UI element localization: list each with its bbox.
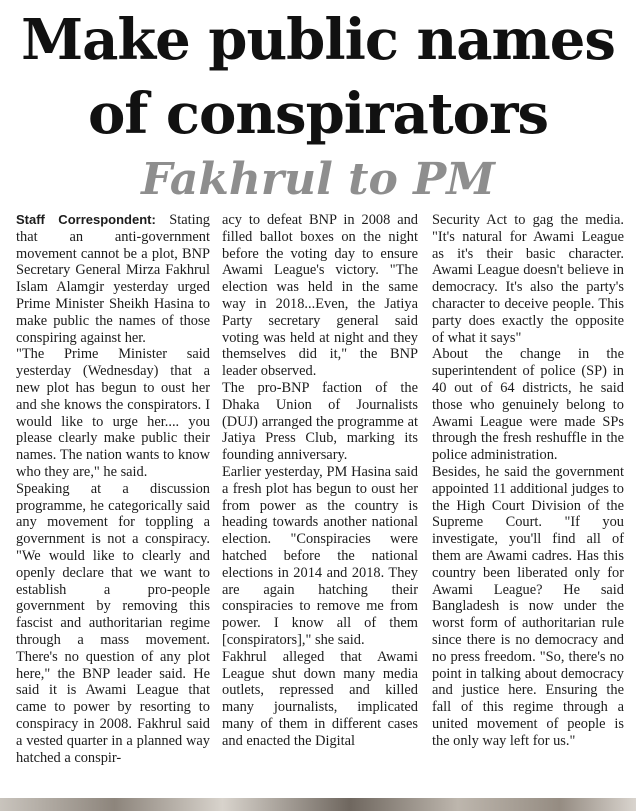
article-column-1 [16, 212, 210, 766]
subheadline: Fakhrul to PM [141, 154, 495, 205]
article-column-2 [222, 212, 418, 750]
byline: Staff Correspondent: [16, 212, 156, 227]
headline-line-2: of conspirators [87, 81, 549, 147]
photo-strip [0, 798, 636, 811]
paragraph: Security Act to gag the media. "It's natural for Awami League as it's their basic character. Awami League doesn't believe in democracy. It's also the party's character to deceive people. This party does exactly the opposite of what it says" [432, 212, 624, 346]
paragraph: acy to defeat BNP in 2008 and filled ballot boxes on the night before the voting day to ensure Awami League's victory. "The election was held in the same way in 2018...Even, the Jatiya Party secretary general said voting was held at night and they themselves did it," the BNP leader observed. [222, 212, 418, 380]
paragraph: The pro-BNP faction of the Dhaka Union of Journalists (DUJ) arranged the programme at Jatiya Press Club, marking its founding anniversary. [222, 379, 418, 464]
paragraph: Earlier yesterday, PM Hasina said a fresh plot has begun to oust her from power as the country is heading towards another national election. "Conspiracies were hatched before the national elections in 2014 and 2018. They are again hatching their conspiracies to remove me from power. I know all of them [conspirators]," she said. [222, 463, 418, 648]
paragraph-text: Stating that an anti-government movement cannot be a plot, BNP Secretary General Mirza Fakhrul Islam Alamgir yesterday urged Prime Minister Sheikh Hasina to make public the names of those conspiring against her. [16, 212, 210, 346]
paragraph [16, 212, 210, 346]
paragraph: "The Prime Minister said yesterday (Wednesday) that a new plot has begun to oust her and she knows the conspirators. I would like to urge her.... you please clearly make public their names. The nation wants to know who they are," he said. [16, 346, 210, 480]
paragraph: About the change in the superintendent of police (SP) in 40 out of 64 districts, he said those who genuinely belong to Awami League were made SPs through the fresh reshuffle in the police administration. [432, 346, 624, 464]
paragraph: Besides, he said the government appointed 11 additional judges to the High Court Division of the Supreme Court. "If you investigate, you'll find all of them are Awami cadres. Has this country been liberated only for Awami League? He said Bangladesh is now under the worst form of authoritarian rule since there is no democracy and no press freedom. "So, there's no point in talking about democracy and justice here. Ensuring the fall of this regime through a united movement of people is the only way left for us." [432, 463, 624, 749]
paragraph: Fakhrul alleged that Awami League shut down many media outlets, repressed and killed many journalists, implicated many of them in different cases and enacted the Digital [222, 648, 418, 749]
headline-line-1: Make public names [21, 7, 615, 73]
paragraph: Speaking at a discussion programme, he categorically said any movement for toppling a government is not a conspiracy. "We would like to clearly and openly declare that we want to establish a pro-people government by removing this fascist and authoritarian regime through a mass movement. There's no question of any plot here," the BNP leader said. He said it is Awami League that came to power by resorting to conspiracy in 2008. Fakhrul said a vested quarter in a planned way hatched a conspir- [16, 480, 210, 766]
article-column-3 [432, 212, 624, 750]
